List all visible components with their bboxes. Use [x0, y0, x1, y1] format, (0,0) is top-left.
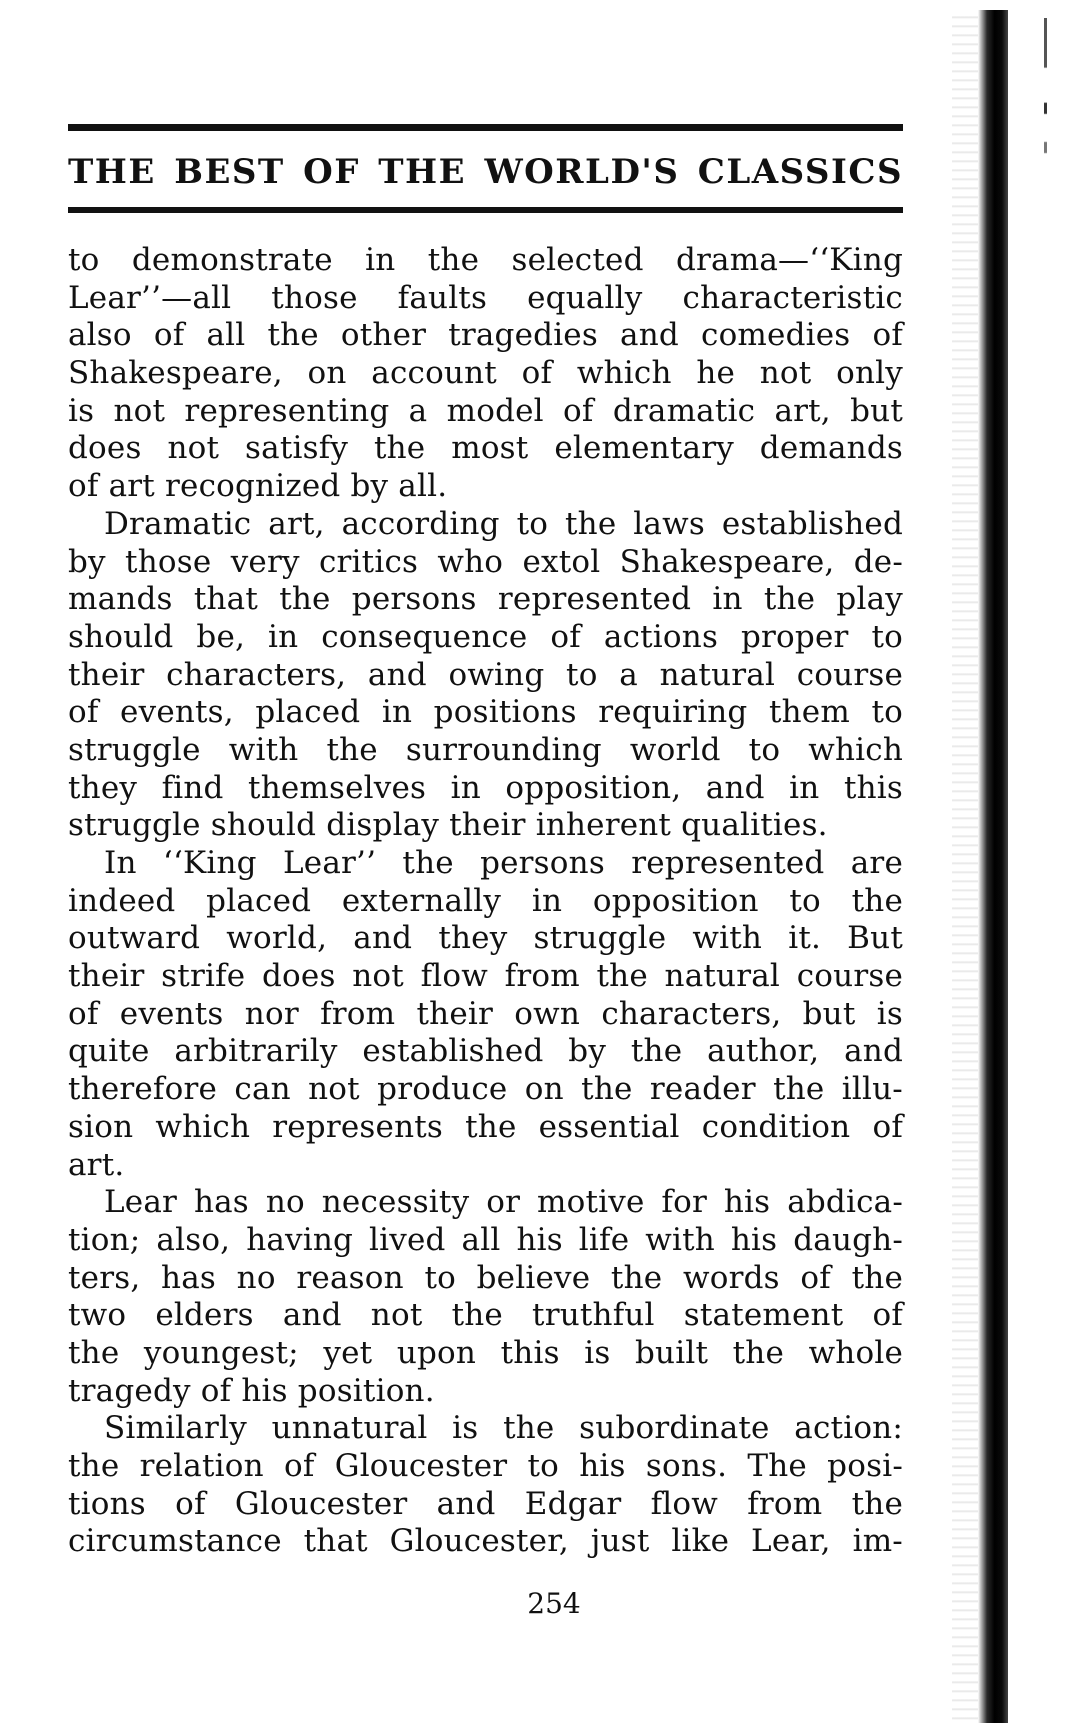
text-line: sion which represents the essential condition of [68, 1108, 903, 1145]
text-line: tions of Gloucester and Edgar flow from the [68, 1485, 903, 1522]
header-rule-top [68, 124, 903, 131]
text-line: ters, has no reason to believe the words of the [68, 1259, 903, 1296]
text-line: therefore can not produce on the reader the illu- [68, 1071, 903, 1108]
text-line: outward world, and they struggle with it. But [68, 920, 903, 957]
text-line: Similarly unnatural is the subordinate action: [104, 1410, 903, 1447]
text-line: does not satisfy the most elementary demands [68, 430, 903, 467]
text-line: mands that the persons represented in the play [68, 581, 903, 618]
text-line: Dramatic art, according to the laws established [104, 505, 903, 542]
page-edge-marks [1044, 18, 1047, 158]
text-line: tion; also, having lived all his life with his daugh- [68, 1221, 903, 1258]
header-rule-bottom [68, 207, 903, 213]
text-line: their characters, and owing to a natural course [68, 656, 903, 693]
text-line: their strife does not flow from the natural course [68, 958, 903, 995]
text-line: indeed placed externally in opposition to the [68, 882, 903, 919]
text-line: they find themselves in opposition, and in this [68, 769, 903, 806]
text-line: art. [68, 1146, 125, 1183]
binding-gutter-shadow [978, 10, 1008, 1723]
text-line: the youngest; yet upon this is built the whole [68, 1334, 903, 1371]
text-line: to demonstrate in the selected drama—‘‘King [68, 242, 903, 278]
text-line: of art recognized by all. [68, 468, 448, 505]
text-line: Lear’’—all those faults equally characteristic [68, 279, 903, 316]
text-line: circumstance that Gloucester, just like Lear, im- [68, 1523, 903, 1560]
text-line: the relation of Gloucester to his sons. The posi- [68, 1448, 903, 1484]
text-line: also of all the other tragedies and comedies of [68, 317, 903, 354]
text-line: quite arbitrarily established by the author, and [68, 1033, 903, 1070]
text-line: by those very critics who extol Shakespeare, de- [68, 543, 903, 580]
text-line: struggle with the surrounding world to which [68, 731, 903, 768]
text-line: two elders and not the truthful statement of [68, 1297, 903, 1334]
text-line: Shakespeare, on account of which he not only [68, 355, 903, 392]
text-line: is not representing a model of dramatic art, but [68, 392, 903, 429]
text-line: of events, placed in positions requiring them to [68, 694, 903, 731]
text-line: struggle should display their inherent qualities. [68, 807, 828, 844]
text-line: of events nor from their own characters, but is [68, 995, 903, 1032]
text-line: should be, in consequence of actions proper to [68, 618, 903, 655]
body-text [68, 242, 903, 1561]
text-line: In ‘‘King Lear’’ the persons represented are [104, 845, 903, 881]
text-line: Lear has no necessity or motive for his abdica- [104, 1184, 903, 1221]
text-line: tragedy of his position. [68, 1372, 435, 1409]
running-title: THE BEST OF THE WORLD'S CLASSICS [68, 152, 903, 192]
page-number: 254 [527, 1587, 581, 1620]
